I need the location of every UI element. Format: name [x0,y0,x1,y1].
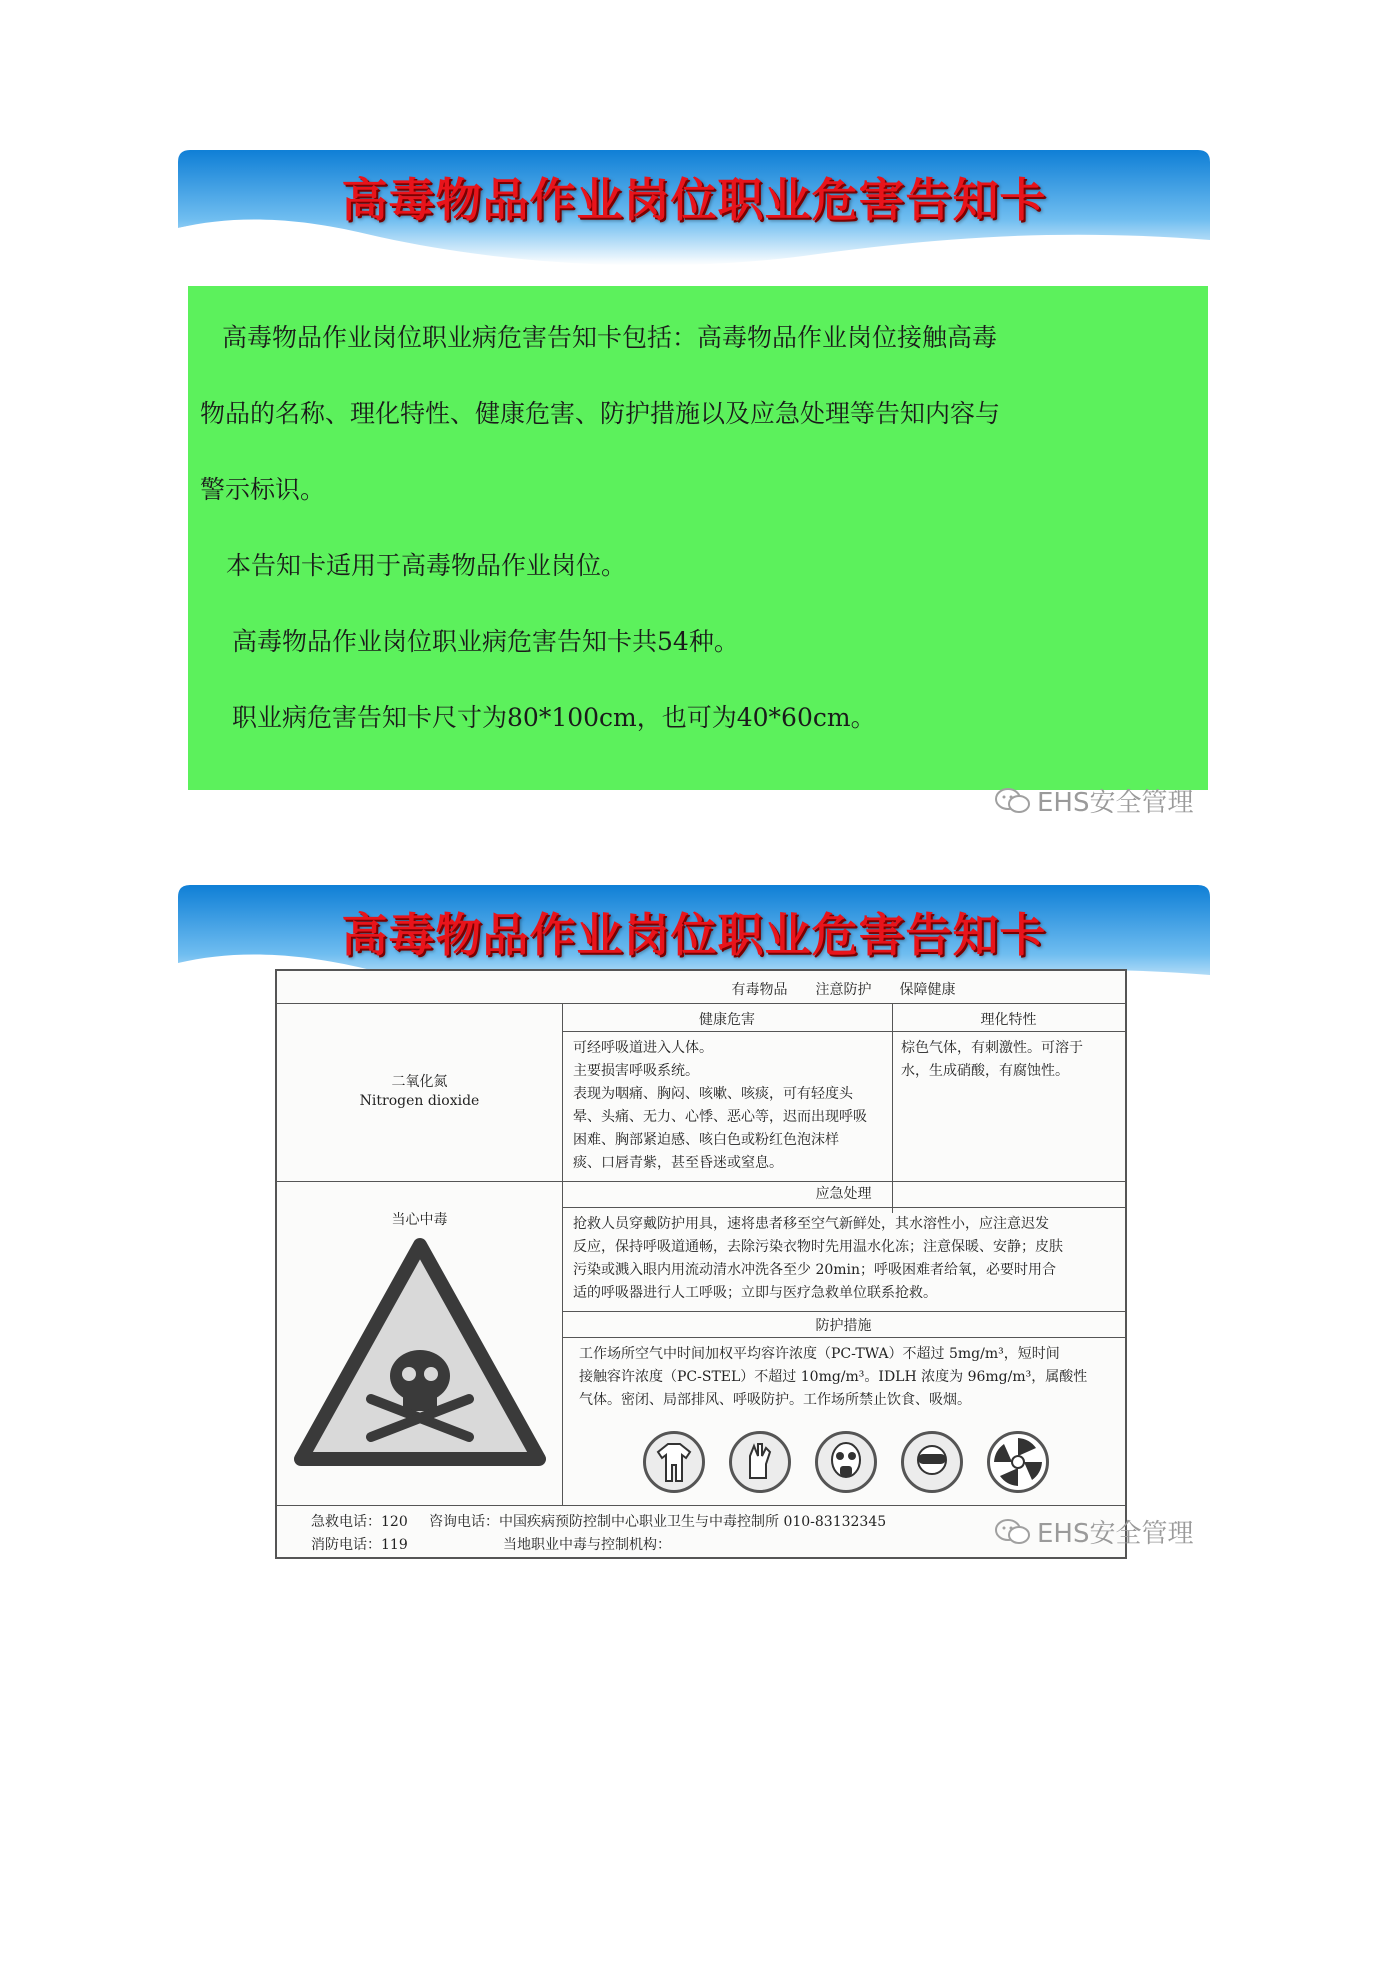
poison-warning-icon [289,1231,551,1481]
divider [562,1311,1125,1312]
health-line: 困难、胸部紧迫感、咳白色或粉红色泡沫样 [573,1132,839,1148]
health-line: 晕、头痛、无力、心悸、恶心等，迟而出现呼吸 [573,1109,867,1125]
local-agency: 当地职业中毒与控制机构： [503,1537,671,1553]
fire-phone: 消防电话：119 [311,1537,408,1553]
emergency-phone: 急救电话：120 [311,1514,408,1530]
health-line: 表现为咽痛、胸闷、咳嗽、咳痰，可有轻度头 [573,1086,853,1102]
protection-text [579,1343,1123,1412]
divider [277,1181,1125,1182]
wechat-icon [993,1518,1033,1546]
divider [562,1337,1125,1338]
health-hazard-text [573,1037,885,1175]
properties-text [901,1037,1121,1083]
protection-line: 气体。密闭、局部排风、呼吸防护。工作场所禁止饮食、吸烟。 [579,1392,971,1408]
divider [277,1505,1125,1506]
substance-name-en: Nitrogen dioxide [359,1093,480,1109]
divider [562,1003,563,1505]
notice-card [275,969,1127,1559]
slide-2-watermark [993,1513,1193,1550]
gas-mask-icon [815,1431,877,1493]
intro-line-3: 警示标识。 [200,475,326,504]
slide-1-watermark [993,782,1193,819]
emergency-line: 反应，保持呼吸道通畅，去除污染衣物时先用温水化冻；注意保暖、安静；皮肤 [573,1239,1063,1255]
wechat-icon [993,787,1033,815]
slide-2 [178,885,1210,1585]
protection-line: 接触容许浓度（PC-STEL）不超过 10mg/m³。IDLH 浓度为 96mg/m³，属酸性 [579,1369,1088,1385]
slide-1-title: 高毒物品作业岗位职业危害告知卡 [341,173,1047,227]
goggles-icon [901,1431,963,1493]
protection-header: 防护措施 [815,1318,872,1334]
emergency-header: 应急处理 [815,1186,872,1202]
protective-suit-icon [643,1431,705,1493]
health-line: 可经呼吸道进入人体。 [573,1040,713,1056]
intro-line-1: 高毒物品作业岗位职业病危害告知卡包括：高毒物品作业岗位接触高毒 [222,323,998,352]
health-line: 主要损害呼吸系统。 [573,1063,699,1079]
intro-panel [188,286,1208,790]
emergency-line: 抢救人员穿戴防护用具，速将患者移至空气新鲜处，其水溶性小，应注意迟发 [573,1216,1049,1232]
intro-line-4: 本告知卡适用于高毒物品作业岗位。 [226,551,627,580]
intro-line-6: 职业病危害告知卡尺寸为80*100cm，也可为40*60cm。 [232,703,876,732]
props-line: 棕色气体，有刺激性。可溶于 [901,1040,1083,1056]
divider [562,1207,1125,1208]
props-line: 水，生成硝酸，有腐蚀性。 [901,1063,1069,1079]
emergency-line: 适的呼吸器进行人工呼吸；立即与医疗急救单位联系抢救。 [573,1285,937,1301]
gloves-icon [729,1431,791,1493]
emergency-line: 污染或溅入眼内用流动清水冲洗各至少 20min；呼吸困难者给氧，必要时用合 [573,1262,1057,1278]
divider [277,1003,1125,1004]
health-hazard-header: 健康危害 [699,1012,755,1028]
divider [562,1031,1125,1032]
slide-2-title: 高毒物品作业岗位职业危害告知卡 [341,908,1047,962]
substance-name-cn: 二氧化氮 [391,1074,448,1090]
slide-1 [178,150,1210,830]
protection-line: 工作场所空气中时间加权平均容许浓度（PC-TWA）不超过 5mg/m³，短时间 [579,1346,1060,1362]
intro-line-5: 高毒物品作业岗位职业病危害告知卡共54种。 [232,627,739,656]
slide-1-banner [178,150,1210,270]
emergency-text [573,1213,1121,1305]
ventilation-fan-icon [987,1431,1049,1493]
watermark-text: EHS安全管理 [1037,788,1194,818]
properties-header: 理化特性 [980,1012,1037,1028]
watermark-text: EHS安全管理 [1037,1519,1194,1549]
consult-phone: 咨询电话：中国疾病预防控制中心职业卫生与中毒控制所 010-83132345 [429,1514,887,1530]
health-line: 痰、口唇青紫，甚至昏迷或窒息。 [573,1155,783,1171]
card-top-header: 有毒物品 注意防护 保障健康 [731,982,956,998]
intro-line-2: 物品的名称、理化特性、健康危害、防护措施以及应急处理等告知内容与 [200,399,1001,428]
warning-label: 当心中毒 [391,1212,448,1228]
